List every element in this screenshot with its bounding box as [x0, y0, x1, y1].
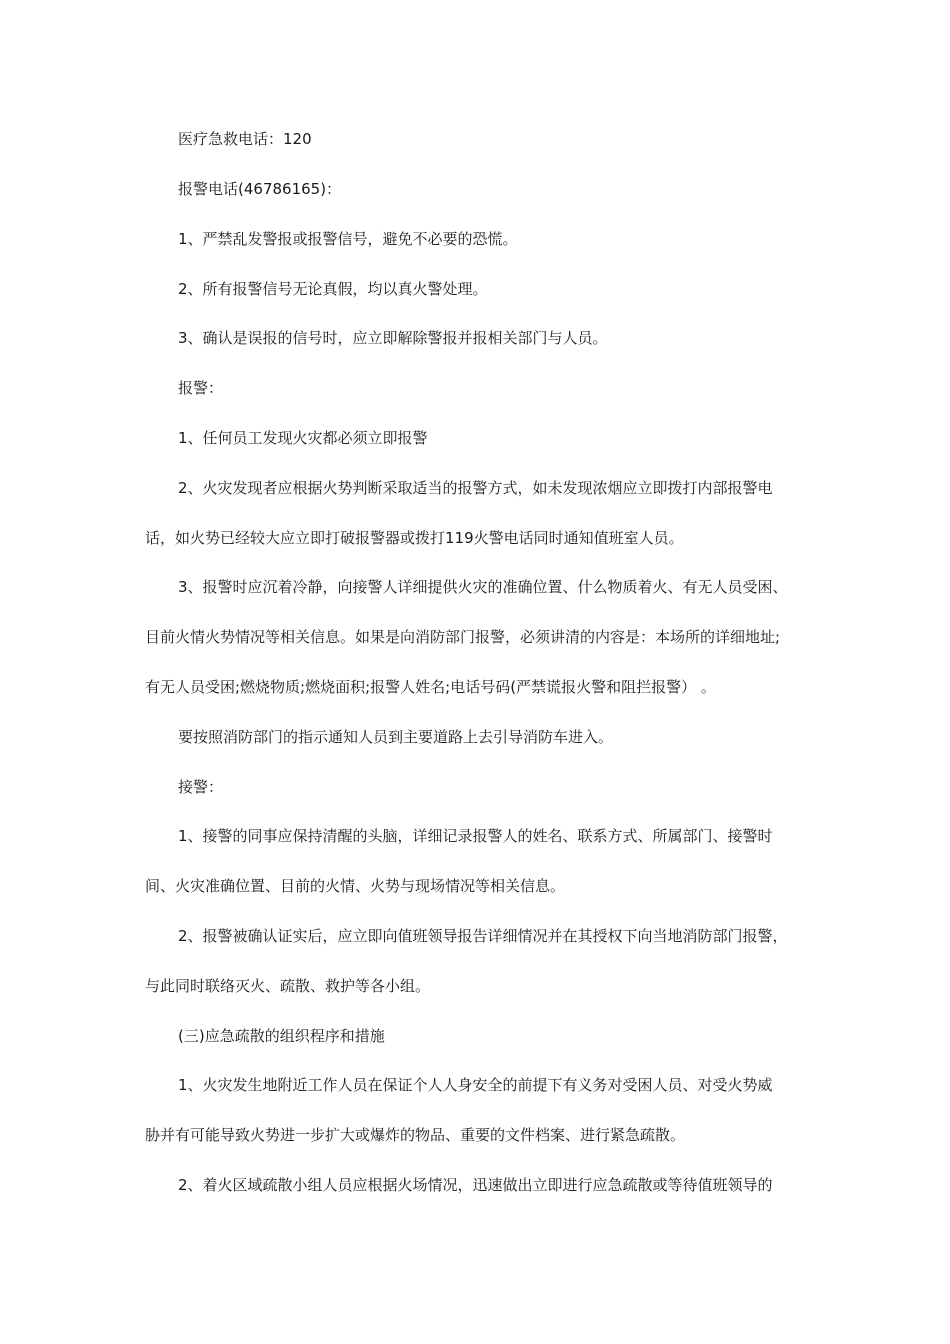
paragraph-line: 目前火情火势情况等相关信息。如果是向消防部门报警，必须讲清的内容是：本场所的详细地址; [145, 628, 781, 646]
paragraph-line: 2、着火区域疏散小组人员应根据火场情况，迅速做出立即进行应急疏散或等待值班领导的 [178, 1176, 773, 1194]
paragraph-line: 胁并有可能导致火势进一步扩大或爆炸的物品、重要的文件档案、进行紧急疏散。 [145, 1126, 686, 1144]
emergency-phone-line: 医疗急救电话：120 [178, 130, 312, 148]
paragraph-line: 间、火灾准确位置、目前的火情、火势与现场情况等相关信息。 [145, 877, 566, 895]
paragraph-line: 与此同时联络灭火、疏散、救护等各小组。 [145, 977, 431, 995]
paragraph-line: 1、任何员工发现火灾都必须立即报警 [178, 429, 428, 447]
paragraph-line: 有无人员受困;燃烧物质;燃烧面积;报警人姓名;电话号码(严禁谎报火警和阻拦报警） 。 [145, 678, 716, 696]
paragraph-line: 3、报警时应沉着冷静，向接警人详细提供火灾的准确位置、什么物质着火、有无人员受困、 [178, 578, 788, 596]
section-heading-alarm: 报警： [178, 379, 224, 397]
paragraph-line: 1、火灾发生地附近工作人员在保证个人人身安全的前提下有义务对受困人员、对受火势威 [178, 1076, 773, 1094]
paragraph-line: 2、所有报警信号无论真假，均以真火警处理。 [178, 280, 488, 298]
section-heading-evacuation: (三)应急疏散的组织程序和措施 [178, 1027, 385, 1045]
paragraph-line: 要按照消防部门的指示通知人员到主要道路上去引导消防车进入。 [178, 728, 614, 746]
alarm-phone-heading: 报警电话(46786165)： [178, 180, 342, 198]
paragraph-line: 1、接警的同事应保持清醒的头脑，详细记录报警人的姓名、联系方式、所属部门、接警时 [178, 827, 773, 845]
section-heading-receive: 接警： [178, 778, 224, 796]
paragraph-line: 话，如火势已经较大应立即打破报警器或拨打119火警电话同时通知值班室人员。 [145, 529, 684, 547]
paragraph-line: 1、严禁乱发警报或报警信号，避免不必要的恐慌。 [178, 230, 518, 248]
paragraph-line: 2、火灾发现者应根据火势判断采取适当的报警方式，如未发现浓烟应立即拨打内部报警电 [178, 479, 773, 497]
paragraph-line: 2、报警被确认证实后，应立即向值班领导报告详细情况并在其授权下向当地消防部门报警， [178, 927, 788, 945]
paragraph-line: 3、确认是误报的信号时，应立即解除警报并报相关部门与人员。 [178, 329, 608, 347]
